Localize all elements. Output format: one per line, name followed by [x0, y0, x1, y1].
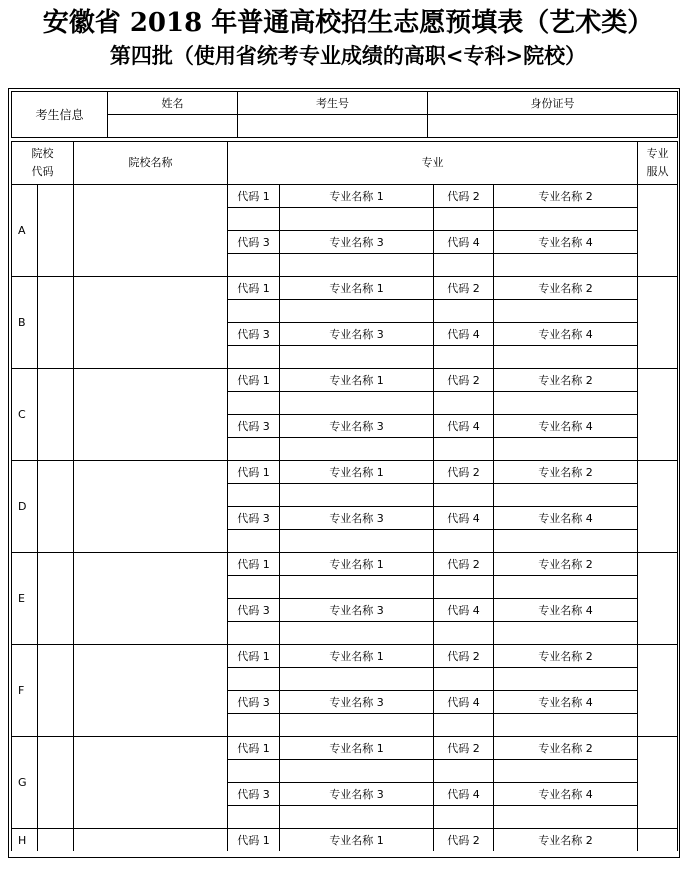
- school-name-header: 院校名称: [74, 142, 228, 185]
- major-header: 专业: [228, 142, 638, 185]
- major-name2-label: 专业名称 2: [494, 461, 638, 484]
- major-code4-label: 代码 4: [434, 415, 494, 438]
- major-name1-label: 专业名称 1: [280, 737, 434, 760]
- major-entry-field[interactable]: [228, 346, 280, 369]
- major-entry-field[interactable]: [434, 576, 494, 599]
- obey-field[interactable]: [638, 553, 678, 645]
- major-entry-field[interactable]: [494, 254, 638, 277]
- major-entry-field[interactable]: [434, 530, 494, 553]
- form-subtitle: 第四批（使用省统考专业成绩的高职<专科>院校）: [109, 43, 587, 68]
- major-entry-field[interactable]: [494, 668, 638, 691]
- major-entry-field[interactable]: [434, 760, 494, 783]
- exam-number-label: 考生号: [238, 92, 428, 115]
- school-name-field[interactable]: [74, 277, 228, 369]
- major-code1-label: 代码 1: [228, 461, 280, 484]
- major-name3-label: 专业名称 3: [280, 507, 434, 530]
- choice-letter: H: [12, 829, 38, 852]
- major-code2-label: 代码 2: [434, 645, 494, 668]
- major-code4-label: 代码 4: [434, 599, 494, 622]
- school-code-header-line1: 院校: [31, 147, 54, 160]
- major-entry-field[interactable]: [494, 530, 638, 553]
- major-name4-label: 专业名称 4: [494, 783, 638, 806]
- major-code2-label: 代码 2: [434, 553, 494, 576]
- major-entry-field[interactable]: [434, 300, 494, 323]
- major-code3-label: 代码 3: [228, 415, 280, 438]
- major-code2-label: 代码 2: [434, 829, 494, 852]
- major-entry-field[interactable]: [280, 622, 434, 645]
- form-title: 安徽省 2018 年普通高校招生志愿预填表（艺术类）: [42, 8, 654, 38]
- major-name1-label: 专业名称 1: [280, 185, 434, 208]
- major-name2-label: 专业名称 2: [494, 829, 638, 852]
- major-entry-field[interactable]: [434, 668, 494, 691]
- major-entry-field[interactable]: [228, 530, 280, 553]
- major-name2-label: 专业名称 2: [494, 369, 638, 392]
- major-entry-field[interactable]: [280, 254, 434, 277]
- name-field[interactable]: [108, 115, 238, 138]
- major-entry-field[interactable]: [280, 484, 434, 507]
- school-name-field[interactable]: [74, 553, 228, 645]
- major-code4-label: 代码 4: [434, 231, 494, 254]
- major-code1-label: 代码 1: [228, 277, 280, 300]
- major-entry-field[interactable]: [494, 760, 638, 783]
- id-number-label: 身份证号: [428, 92, 678, 115]
- major-entry-field[interactable]: [280, 668, 434, 691]
- school-code-header: [12, 142, 74, 185]
- major-code1-label: 代码 1: [228, 369, 280, 392]
- major-code2-label: 代码 2: [434, 461, 494, 484]
- major-name3-label: 专业名称 3: [280, 599, 434, 622]
- major-entry-field[interactable]: [228, 622, 280, 645]
- school-code-field[interactable]: [38, 185, 74, 277]
- choice-letter: D: [12, 461, 38, 553]
- major-code2-label: 代码 2: [434, 277, 494, 300]
- school-name-field[interactable]: [74, 737, 228, 829]
- choice-table: [11, 141, 678, 851]
- major-name3-label: 专业名称 3: [280, 691, 434, 714]
- school-code-field[interactable]: [38, 461, 74, 553]
- major-entry-field[interactable]: [280, 760, 434, 783]
- major-code4-label: 代码 4: [434, 691, 494, 714]
- major-name2-label: 专业名称 2: [494, 185, 638, 208]
- choice-letter: G: [12, 737, 38, 829]
- major-entry-field[interactable]: [434, 806, 494, 829]
- major-entry-field[interactable]: [280, 806, 434, 829]
- student-info-table: [11, 91, 678, 138]
- major-name1-label: 专业名称 1: [280, 553, 434, 576]
- major-entry-field[interactable]: [280, 208, 434, 231]
- school-name-field[interactable]: [74, 369, 228, 461]
- choice-letter: F: [12, 645, 38, 737]
- major-name3-label: 专业名称 3: [280, 783, 434, 806]
- choice-row: [12, 737, 678, 760]
- major-name4-label: 专业名称 4: [494, 231, 638, 254]
- major-entry-field[interactable]: [228, 208, 280, 231]
- major-code1-label: 代码 1: [228, 553, 280, 576]
- major-code1-label: 代码 1: [228, 829, 280, 852]
- major-name2-label: 专业名称 2: [494, 553, 638, 576]
- major-name2-label: 专业名称 2: [494, 737, 638, 760]
- major-code4-label: 代码 4: [434, 323, 494, 346]
- major-code3-label: 代码 3: [228, 231, 280, 254]
- obey-field[interactable]: [638, 369, 678, 461]
- major-entry-field[interactable]: [494, 714, 638, 737]
- major-entry-field[interactable]: [494, 392, 638, 415]
- school-name-field[interactable]: [74, 185, 228, 277]
- major-name3-label: 专业名称 3: [280, 415, 434, 438]
- major-name4-label: 专业名称 4: [494, 507, 638, 530]
- major-name2-label: 专业名称 2: [494, 277, 638, 300]
- obey-field[interactable]: [638, 737, 678, 829]
- obey-field[interactable]: [638, 277, 678, 369]
- major-entry-field[interactable]: [280, 392, 434, 415]
- school-code-field[interactable]: [38, 277, 74, 369]
- major-entry-field[interactable]: [280, 300, 434, 323]
- major-entry-field[interactable]: [434, 346, 494, 369]
- choice-letter: A: [12, 185, 38, 277]
- choice-row: [12, 277, 678, 300]
- major-entry-field[interactable]: [280, 438, 434, 461]
- major-entry-field[interactable]: [434, 484, 494, 507]
- major-name4-label: 专业名称 4: [494, 691, 638, 714]
- major-code3-label: 代码 3: [228, 783, 280, 806]
- school-name-field[interactable]: [74, 461, 228, 553]
- major-entry-field[interactable]: [434, 392, 494, 415]
- choice-row: [12, 369, 678, 392]
- id-number-field[interactable]: [428, 115, 678, 138]
- exam-number-field[interactable]: [238, 115, 428, 138]
- choice-letter: C: [12, 369, 38, 461]
- major-entry-field[interactable]: [280, 576, 434, 599]
- major-name1-label: 专业名称 1: [280, 645, 434, 668]
- major-entry-field[interactable]: [228, 760, 280, 783]
- obey-field[interactable]: [638, 461, 678, 553]
- choice-row: [12, 829, 678, 852]
- major-name4-label: 专业名称 4: [494, 323, 638, 346]
- obey-header-line1: 专业: [646, 147, 669, 160]
- major-entry-field[interactable]: [228, 806, 280, 829]
- major-entry-field[interactable]: [434, 714, 494, 737]
- major-entry-field[interactable]: [228, 300, 280, 323]
- major-code1-label: 代码 1: [228, 645, 280, 668]
- major-entry-field[interactable]: [228, 668, 280, 691]
- major-entry-field[interactable]: [228, 438, 280, 461]
- major-code1-label: 代码 1: [228, 185, 280, 208]
- major-code4-label: 代码 4: [434, 783, 494, 806]
- major-entry-field[interactable]: [494, 576, 638, 599]
- school-code-header-line2: 代码: [31, 165, 54, 178]
- school-name-field[interactable]: [74, 645, 228, 737]
- major-entry-field[interactable]: [494, 438, 638, 461]
- major-code4-label: 代码 4: [434, 507, 494, 530]
- major-code2-label: 代码 2: [434, 369, 494, 392]
- major-name1-label: 专业名称 1: [280, 277, 434, 300]
- major-entry-field[interactable]: [228, 714, 280, 737]
- student-info-label: 考生信息: [12, 92, 108, 138]
- major-entry-field[interactable]: [228, 392, 280, 415]
- table-header-row: [12, 142, 678, 185]
- obey-field[interactable]: [638, 185, 678, 277]
- school-code-field[interactable]: [38, 553, 74, 645]
- major-entry-field[interactable]: [494, 484, 638, 507]
- major-entry-field[interactable]: [280, 346, 434, 369]
- major-entry-field[interactable]: [494, 346, 638, 369]
- major-entry-field[interactable]: [494, 806, 638, 829]
- major-entry-field[interactable]: [434, 254, 494, 277]
- choice-row: [12, 185, 678, 208]
- obey-header: [638, 142, 678, 185]
- major-code3-label: 代码 3: [228, 507, 280, 530]
- major-entry-field[interactable]: [434, 208, 494, 231]
- major-code2-label: 代码 2: [434, 185, 494, 208]
- major-name3-label: 专业名称 3: [280, 323, 434, 346]
- school-code-field[interactable]: [38, 829, 74, 852]
- major-entry-field[interactable]: [494, 622, 638, 645]
- choice-letter: B: [12, 277, 38, 369]
- major-name1-label: 专业名称 1: [280, 461, 434, 484]
- major-entry-field[interactable]: [228, 484, 280, 507]
- choice-letter: E: [12, 553, 38, 645]
- school-name-field[interactable]: [74, 829, 228, 852]
- choice-row: [12, 645, 678, 668]
- major-entry-field[interactable]: [494, 300, 638, 323]
- major-entry-field[interactable]: [494, 208, 638, 231]
- major-name1-label: 专业名称 1: [280, 829, 434, 852]
- major-name4-label: 专业名称 4: [494, 599, 638, 622]
- major-name1-label: 专业名称 1: [280, 369, 434, 392]
- major-entry-field[interactable]: [228, 576, 280, 599]
- major-entry-field[interactable]: [228, 254, 280, 277]
- major-code3-label: 代码 3: [228, 323, 280, 346]
- obey-header-line2: 服从: [646, 165, 669, 178]
- obey-field[interactable]: [638, 645, 678, 737]
- major-code2-label: 代码 2: [434, 737, 494, 760]
- choice-row: [12, 461, 678, 484]
- major-entry-field[interactable]: [280, 714, 434, 737]
- choice-row: [12, 553, 678, 576]
- major-entry-field[interactable]: [434, 438, 494, 461]
- major-name3-label: 专业名称 3: [280, 231, 434, 254]
- major-name4-label: 专业名称 4: [494, 415, 638, 438]
- major-code3-label: 代码 3: [228, 691, 280, 714]
- name-label: 姓名: [108, 92, 238, 115]
- major-code3-label: 代码 3: [228, 599, 280, 622]
- major-code1-label: 代码 1: [228, 737, 280, 760]
- major-entry-field[interactable]: [434, 622, 494, 645]
- school-code-field[interactable]: [38, 737, 74, 829]
- obey-field[interactable]: [638, 829, 678, 852]
- school-code-field[interactable]: [38, 369, 74, 461]
- major-entry-field[interactable]: [280, 530, 434, 553]
- major-name2-label: 专业名称 2: [494, 645, 638, 668]
- school-code-field[interactable]: [38, 645, 74, 737]
